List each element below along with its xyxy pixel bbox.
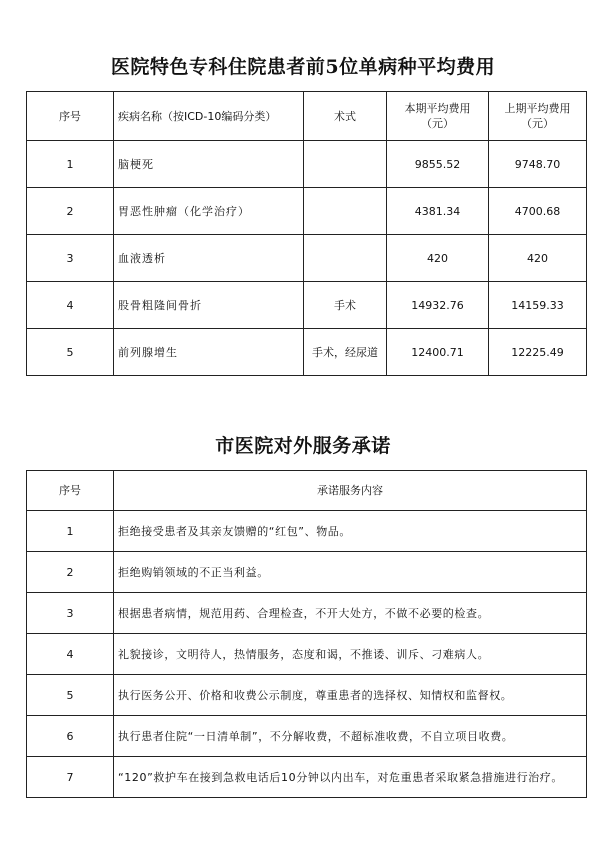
table-row [27,329,587,376]
table-row [27,757,587,798]
cell-previous-cost: 9748.70 [489,141,587,188]
cell-current-cost: 12400.71 [387,329,489,376]
average-cost-table [26,91,587,376]
header-no: 序号 [27,92,114,141]
header-no: 序号 [27,471,114,511]
cell-no: 5 [27,675,114,716]
cell-commitment: 执行患者住院“一日清单制”，不分解收费，不超标准收费，不自立项目收费。 [114,716,587,757]
cell-previous-cost: 14159.33 [489,282,587,329]
table-row [27,675,587,716]
cell-method: 手术，经尿道 [304,329,387,376]
table-row [27,235,587,282]
cell-disease-name: 脑梗死 [114,141,304,188]
cell-current-cost: 9855.52 [387,141,489,188]
service-commitment-table [26,470,587,798]
table-header-row [27,92,587,141]
table-header-row [27,471,587,511]
cell-method [304,141,387,188]
header-disease-name: 疾病名称（按ICD-10编码分类） [114,92,304,141]
cell-current-cost: 420 [387,235,489,282]
table-row [27,282,587,329]
cell-no: 1 [27,141,114,188]
cell-method: 手术 [304,282,387,329]
cell-no: 4 [27,634,114,675]
cell-disease-name: 胃恶性肿瘤（化学治疗） [114,188,304,235]
table1-title: 医院特色专科住院患者前5位单病种平均费用 [110,56,496,78]
cell-no: 2 [27,188,114,235]
table-row [27,593,587,634]
cell-no: 3 [27,593,114,634]
cell-previous-cost: 420 [489,235,587,282]
cell-no: 2 [27,552,114,593]
cell-previous-cost: 12225.49 [489,329,587,376]
table-row [27,511,587,552]
cell-no: 7 [27,757,114,798]
cell-method [304,235,387,282]
cell-current-cost: 14932.76 [387,282,489,329]
cell-no: 6 [27,716,114,757]
cell-previous-cost: 4700.68 [489,188,587,235]
cell-commitment: 执行医务公开、价格和收费公示制度，尊重患者的选择权、知情权和监督权。 [114,675,587,716]
header-previous-cost: 上期平均费用（元） [489,92,587,141]
cell-method [304,188,387,235]
cell-commitment: 拒绝接受患者及其亲友馈赠的“红包”、物品。 [114,511,587,552]
header-current-cost: 本期平均费用（元） [387,92,489,141]
table-row [27,716,587,757]
cell-disease-name: 前列腺增生 [114,329,304,376]
table-row [27,188,587,235]
table-row [27,552,587,593]
cell-no: 1 [27,511,114,552]
table-row [27,141,587,188]
header-commitment-content: 承诺服务内容 [114,471,587,511]
cell-commitment: 根据患者病情，规范用药、合理检查，不开大处方，不做不必要的检查。 [114,593,587,634]
table-row [27,634,587,675]
header-method: 术式 [304,92,387,141]
cell-current-cost: 4381.34 [387,188,489,235]
cell-no: 4 [27,282,114,329]
cell-commitment: 拒绝购销领域的不正当利益。 [114,552,587,593]
cell-no: 5 [27,329,114,376]
cell-disease-name: 股骨粗隆间骨折 [114,282,304,329]
cell-no: 3 [27,235,114,282]
table2-title: 市医院对外服务承诺 [215,435,391,457]
cell-commitment: “120”救护车在接到急救电话后10分钟以内出车，对危重患者采取紧急措施进行治疗。 [114,757,587,798]
cell-commitment: 礼貌接诊，文明待人，热情服务，态度和谒，不推诿、训斥、刁难病人。 [114,634,587,675]
cell-disease-name: 血液透析 [114,235,304,282]
